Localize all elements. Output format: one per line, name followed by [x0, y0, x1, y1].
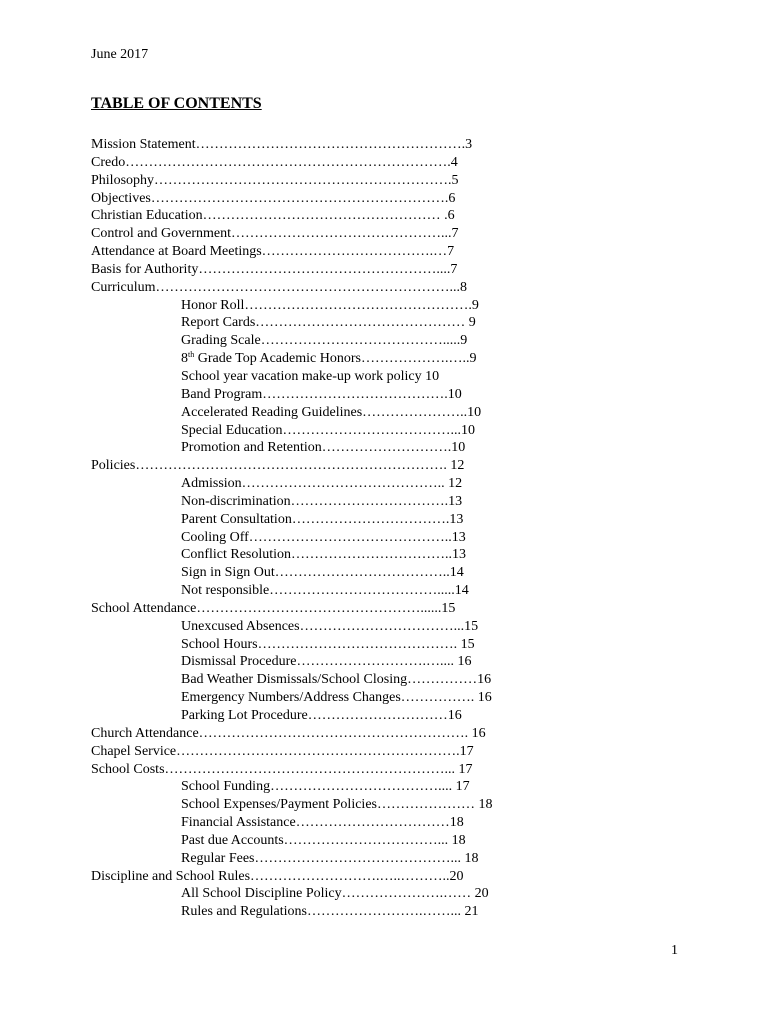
- toc-entry-text: Discipline and School Rules……………………….…..………..20: [91, 868, 464, 884]
- toc-subsection-entry: [91, 493, 531, 511]
- toc-entry-text: Curriculum………………………………………………………...8: [91, 279, 468, 295]
- toc-entry-text: [181, 351, 476, 366]
- toc-subsection-entry: [91, 314, 531, 332]
- toc-subsection-entry: [91, 511, 531, 529]
- toc-entry-text: Objectives……………………………………………………….6: [91, 190, 456, 206]
- toc-subsection-entry: [91, 778, 531, 796]
- toc-entry-text: School Expenses/Payment Policies………………… 18: [181, 797, 493, 813]
- toc-entry-text: School year vacation make-up work policy 10: [181, 368, 440, 384]
- toc-entry-text: Grading Scale………………………………….....9: [181, 333, 468, 349]
- toc-section-entry: [91, 279, 531, 297]
- toc-entry-text: Basis for Authority……………………………………………....7: [91, 261, 458, 277]
- toc-entry-text: Dismissal Procedure……………………….….... 16: [181, 654, 472, 670]
- toc-entry-text: Control and Government………………………………………...7: [91, 226, 459, 242]
- toc-subsection-entry: [91, 546, 531, 564]
- toc-entry-text: Accelerated Reading Guidelines…………………..10: [181, 404, 482, 420]
- toc-entry-text: Report Cards……………………………………… 9: [181, 315, 476, 331]
- toc-subsection-entry: [91, 653, 531, 671]
- toc-section-entry: [91, 190, 531, 208]
- toc-entry-text: Philosophy……………………………………………………….5: [91, 172, 459, 188]
- toc-entry-text: Mission Statement………………………………………………….3: [91, 137, 473, 152]
- toc-section-entry: [91, 761, 531, 779]
- toc-section-entry: [91, 207, 531, 225]
- toc-section-entry: [91, 172, 531, 190]
- toc-entry-text: Rules and Regulations…………………….……... 21: [181, 904, 479, 920]
- toc-subsection-entry: [91, 368, 531, 386]
- toc-entry-text: School Hours……………………………………. 15: [181, 636, 475, 652]
- header-date: June 2017: [91, 47, 149, 62]
- toc-entry-text: Regular Fees……………………………………... 18: [181, 850, 479, 866]
- toc-entry-prefix: 8: [181, 351, 188, 367]
- toc-entry-text: Credo…………………………………………………………….4: [91, 154, 458, 170]
- toc-entry-text: Financial Assistance……………………………18: [181, 815, 464, 831]
- toc-section-entry: [91, 225, 531, 243]
- toc-section-entry: [91, 868, 531, 886]
- toc-entry-text: School Costs……………………………………………………... 17: [91, 761, 473, 777]
- toc-subsection-entry: [91, 671, 531, 689]
- toc-subsection-entry: [91, 350, 531, 368]
- toc-section-entry: [91, 136, 531, 154]
- toc-subsection-entry: [91, 796, 531, 814]
- toc-subsection-entry: [91, 529, 531, 547]
- toc-entry-text: Special Education………………………………...10: [181, 422, 475, 438]
- toc-section-entry: [91, 600, 531, 618]
- toc-subsection-entry: [91, 564, 531, 582]
- toc-subsection-entry: [91, 439, 531, 457]
- toc-entry-label: Grade Top Academic Honors……………….…..9: [197, 351, 477, 367]
- toc-subsection-entry: [91, 903, 531, 921]
- toc-section-entry: [91, 243, 531, 261]
- toc-entry-text: Church Attendance…………………………………………………. 16: [91, 725, 486, 741]
- toc-section-entry: [91, 457, 531, 475]
- toc-subsection-entry: [91, 582, 531, 600]
- toc-entry-text: Admission…………………………………….. 12: [181, 476, 463, 492]
- toc-subsection-entry: [91, 404, 531, 422]
- page-title: TABLE OF CONTENTS: [91, 95, 262, 112]
- toc-entry-text: Policies…………………………………………………………. 12: [91, 458, 465, 474]
- toc-entry-text: Chapel Service…………………………………………………….17: [91, 743, 474, 759]
- toc-subsection-entry: [91, 885, 531, 903]
- toc-section-entry: [91, 725, 531, 743]
- toc-subsection-entry: [91, 618, 531, 636]
- toc-entry-text: All School Discipline Policy………………….…… 20: [181, 886, 489, 902]
- toc-entry-text: Attendance at Board Meetings……………………………….…7: [91, 244, 455, 260]
- toc-subsection-entry: [91, 707, 531, 725]
- toc-entry-text: Past due Accounts……………………………... 18: [181, 832, 466, 848]
- toc-subsection-entry: [91, 850, 531, 868]
- toc-subsection-entry: [91, 832, 531, 850]
- toc-entry-text: School Attendance…………………………………………......15: [91, 600, 456, 616]
- toc-subsection-entry: [91, 636, 531, 654]
- toc-subsection-entry: [91, 475, 531, 493]
- toc-entry-text: School Funding……………………………….... 17: [181, 779, 470, 795]
- toc-entry-text: Conflict Resolution……………………………..13: [181, 547, 467, 563]
- toc-subsection-entry: [91, 332, 531, 350]
- toc-entry-text: Honor Roll………………………………………….9: [181, 297, 479, 313]
- toc-entry-text: Bad Weather Dismissals/School Closing……………16: [181, 672, 492, 688]
- toc-entry-text: Promotion and Retention……………………….10: [181, 440, 466, 456]
- toc-entry-text: Band Program………………………………….10: [181, 386, 462, 402]
- toc-subsection-entry: [91, 689, 531, 707]
- toc-entry-text: Christian Education…………………………………………… .6: [91, 208, 455, 224]
- table-of-contents: [91, 136, 531, 921]
- toc-entry-superscript: th: [188, 350, 195, 360]
- toc-entry-text: Non-discrimination…………………………….13: [181, 493, 463, 509]
- page-number: 1: [671, 943, 678, 958]
- toc-entry-text: Parking Lot Procedure…………………………16: [181, 708, 462, 723]
- toc-entry-text: Not responsible……………………………….....14: [181, 583, 469, 599]
- toc-entry-text: Emergency Numbers/Address Changes……………. 16: [181, 690, 492, 706]
- toc-subsection-entry: [91, 814, 531, 832]
- toc-entry-text: Parent Consultation…………………………….13: [181, 511, 464, 527]
- toc-entry-text: Unexcused Absences……………………………...15: [181, 618, 479, 634]
- toc-subsection-entry: [91, 386, 531, 404]
- toc-section-entry: [91, 743, 531, 761]
- toc-entry-text: Sign in Sign Out………………………………..14: [181, 565, 464, 581]
- toc-section-entry: [91, 261, 531, 279]
- toc-section-entry: [91, 154, 531, 172]
- toc-subsection-entry: [91, 297, 531, 315]
- toc-entry-text: Cooling Off……………………………………..13: [181, 529, 466, 545]
- toc-subsection-entry: [91, 422, 531, 440]
